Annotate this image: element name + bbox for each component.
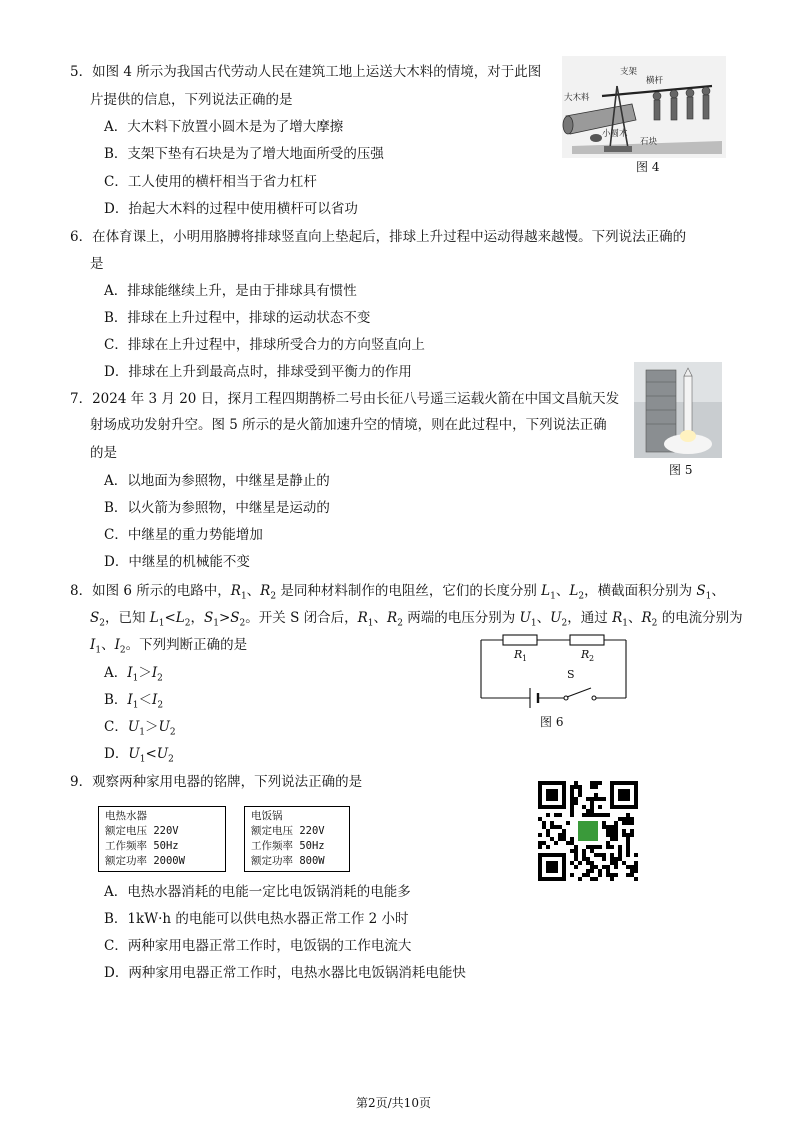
q9-stem: 9．观察两种家用电器的铭牌，下列说法正确的是 bbox=[70, 774, 363, 790]
q8-option-b: B．$I_1<I_2$ bbox=[104, 692, 164, 711]
svg-text:R: R bbox=[514, 648, 523, 661]
q7-option-c: C．中继星的重力势能增加 bbox=[104, 527, 263, 543]
nameplate-water-heater bbox=[98, 806, 226, 872]
figure-4-timber-transport bbox=[562, 56, 726, 158]
q6-stem-line1: 6．在体育课上，小明用胳膊将排球竖直向上垫起后，排球上升过程中运动得越来越慢。下列说法正确的 bbox=[70, 229, 687, 245]
figure-6-circuit bbox=[478, 632, 630, 712]
plate2-line1: 电饭锅 bbox=[251, 810, 283, 822]
q9-option-b: B．1kW·h 的电能可以供电热水器正常工作 2 小时 bbox=[104, 911, 409, 927]
svg-text:2: 2 bbox=[589, 654, 595, 663]
q9-option-d: D．两种家用电器正常工作时，电热水器比电饭锅消耗电能快 bbox=[104, 965, 466, 981]
q8-option-a: A．$I_1>I_2$ bbox=[104, 665, 163, 684]
resistor-r1 bbox=[503, 635, 537, 645]
qr-logo-icon bbox=[578, 821, 598, 841]
fig4-label-stone: 石块 bbox=[640, 137, 658, 147]
figure-5-caption: 图 5 bbox=[669, 463, 693, 477]
q5-option-c: C．工人使用的横杆相当于省力杠杆 bbox=[104, 174, 317, 190]
q5-stem-line2: 片提供的信息，下列说法正确的是 bbox=[90, 92, 293, 108]
q5-option-d: D．抬起大木料的过程中使用横杆可以省功 bbox=[104, 201, 358, 217]
q6-option-d: D．排球在上升到最高点时，排球受到平衡力的作用 bbox=[104, 364, 412, 380]
fig4-label-support: 支架 bbox=[620, 67, 638, 77]
q6-option-c: C．排球在上升过程中，排球所受合力的方向竖直向上 bbox=[104, 337, 425, 353]
q7-option-b: B．以火箭为参照物，中继星是运动的 bbox=[104, 500, 330, 516]
q6-stem-line2: 是 bbox=[90, 256, 104, 272]
q5-option-b: B．支架下垫有石块是为了增大地面所受的压强 bbox=[104, 146, 384, 162]
figure-6-caption: 图 6 bbox=[540, 715, 564, 729]
figure-4-caption: 图 4 bbox=[636, 160, 660, 174]
q8-stem-line1: 8．如图 6 所示的电路中，$R_1$、$R_2$ 是同种材料制作的电阻丝，它们的长度分别 $L_1$、$L_2$，横截面积分别为 $S_1$、 bbox=[70, 583, 725, 602]
switch-s bbox=[567, 688, 591, 697]
q6-option-b: B．排球在上升过程中，排球的运动状态不变 bbox=[104, 310, 371, 326]
plate1-line4: 额定功率 2000W bbox=[105, 855, 185, 867]
plate2-line4: 额定功率 800W bbox=[251, 855, 325, 867]
q7-stem-line1: 7．2024 年 3 月 20 日，探月工程四期鹊桥二号由长征八号遥三运载火箭在中国文昌航天发 bbox=[70, 391, 620, 407]
page-footer: 第2页/共10页 bbox=[356, 1096, 431, 1110]
q8-option-c: C．$U_1>U_2$ bbox=[104, 719, 176, 738]
resistor-r2 bbox=[570, 635, 604, 645]
qr-code-image[interactable] bbox=[537, 776, 639, 886]
switch-label: S bbox=[567, 668, 575, 681]
plate1-line1: 电热水器 bbox=[105, 810, 147, 822]
svg-text:1: 1 bbox=[522, 654, 528, 663]
plate2-line2: 额定电压 220V bbox=[251, 825, 325, 837]
fig4-label-log: 小圆木 bbox=[602, 129, 628, 139]
figure-5-rocket-launch bbox=[634, 362, 722, 458]
q7-option-d: D．中继星的机械能不变 bbox=[104, 554, 250, 570]
q9-option-c: C．两种家用电器正常工作时，电饭锅的工作电流大 bbox=[104, 938, 412, 954]
nameplate-rice-cooker bbox=[244, 806, 350, 872]
plate1-line2: 额定电压 220V bbox=[105, 825, 179, 837]
q6-option-a: A．排球能继续上升，是由于排球具有惯性 bbox=[104, 283, 357, 299]
q5-option-a: A．大木料下放置小圆木是为了增大摩擦 bbox=[104, 119, 344, 135]
q8-stem-line3: $I_1$、$I_2$。下列判断正确的是 bbox=[90, 637, 248, 656]
q7-stem-line3: 的是 bbox=[90, 445, 117, 461]
q8-option-d: D．$U_1<U_2$ bbox=[104, 746, 174, 765]
svg-text:R: R bbox=[581, 648, 590, 661]
q7-option-a: A．以地面为参照物，中继星是静止的 bbox=[104, 473, 330, 489]
plate2-line3: 工作频率 50Hz bbox=[251, 840, 325, 852]
plate1-line3: 工作频率 50Hz bbox=[105, 840, 179, 852]
q7-stem-line2: 射场成功发射升空。图 5 所示的是火箭加速升空的情境，则在此过程中，下列说法正确 bbox=[90, 417, 607, 433]
q9-option-a: A．电热水器消耗的电能一定比电饭锅消耗的电能多 bbox=[104, 884, 411, 900]
q5-stem-line1: 5．如图 4 所示为我国古代劳动人民在建筑工地上运送大木料的情境，对于此图 bbox=[70, 64, 542, 80]
fig4-label-lever: 横杆 bbox=[646, 76, 664, 86]
fig4-label-timber: 大木料 bbox=[564, 93, 590, 103]
q8-stem-line2: $S_2$，已知 $L_1<L_2$，$S_1>S_2$。开关 S 闭合后，$R_1$、$R_2$ 两端的电压分别为 $U_1$、$U_2$，通过 $R_1$、$R_2$ 的电流分别为 bbox=[90, 610, 743, 629]
